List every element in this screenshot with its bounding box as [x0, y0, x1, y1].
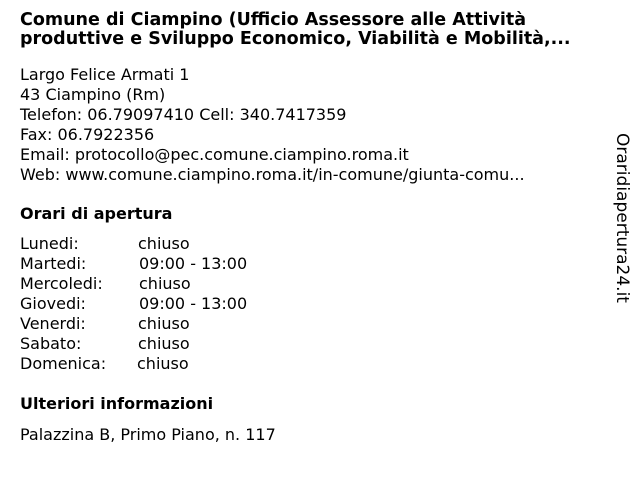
fax-line: Fax: 06.7922356: [20, 125, 155, 144]
site-watermark: Oraridiapertura24.it: [612, 133, 632, 303]
hours-day: Martedi:: [20, 254, 87, 273]
hours-day: Sabato:: [20, 334, 82, 353]
hours-time: chiuso: [138, 234, 190, 253]
hours-day: Lunedi:: [20, 234, 79, 253]
hours-day: Mercoledi:: [20, 274, 103, 293]
hours-day: Giovedi:: [20, 294, 86, 313]
phone-line: Telefon: 06.79097410 Cell: 340.7417359: [20, 105, 347, 124]
hours-day: Domenica:: [20, 354, 107, 373]
hours-time: chiuso: [138, 314, 190, 333]
hours-time: chiuso: [138, 334, 190, 353]
email-line: Email: protocollo@pec.comune.ciampino.roma.it: [20, 145, 409, 164]
hours-time: chiuso: [139, 274, 191, 293]
hours-time: 09:00 - 13:00: [139, 294, 248, 313]
further-info-heading: Ulteriori informazioni: [20, 394, 214, 413]
address-line: Largo Felice Armati 1: [20, 65, 190, 84]
opening-hours-heading: Orari di apertura: [20, 204, 173, 223]
further-info-text: Palazzina B, Primo Piano, n. 117: [20, 425, 276, 444]
page-title-line-1: Comune di Ciampino (Ufficio Assessore alle Attività: [20, 11, 527, 30]
page-title-line-2: produttive e Sviluppo Economico, Viabilità e Mobilità,...: [20, 29, 571, 49]
contact-details: [20, 65, 600, 185]
hours-time: chiuso: [137, 354, 189, 373]
hours-time: 09:00 - 13:00: [139, 254, 248, 273]
page-title: [20, 11, 615, 49]
city-line: 43 Ciampino (Rm): [20, 85, 166, 104]
web-line: Web: www.comune.ciampino.roma.it/in-comune/giunta-comu...: [20, 165, 525, 184]
hours-day: Venerdi:: [20, 314, 86, 333]
